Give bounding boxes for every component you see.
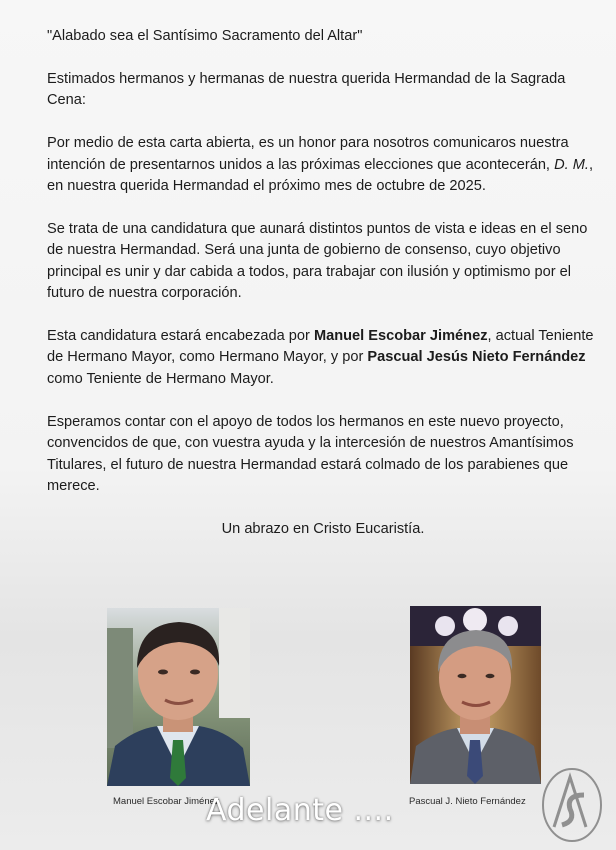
candidate-name-2: Pascual Jesús Nieto Fernández — [367, 349, 586, 366]
candidate-photo-2 — [410, 606, 541, 784]
overlay-caption: Adelante .... — [206, 793, 394, 828]
letter-heading: "Alabado sea el Santísimo Sacramento del Altar" — [47, 28, 363, 44]
p1-dm: D. M. — [554, 156, 589, 173]
letter-closing: Un abrazo en Cristo Eucaristía. — [221, 520, 425, 537]
letter-paragraph-2: Se trata de una candidatura que aunará distintos puntos de vista e ideas en el seno de nuestra Hermandad. Será una junta de gobierno de consenso, cuyo objetivo principal es unir y dar cabida a todos, para trabajar con ilusión y optimismo por el futuro de nuestra corporación. — [47, 220, 588, 302]
letter-paragraph-4: Esperamos contar con el apoyo de todos los hermanos en este nuevo proyecto, convencidos de que, con vuestra ayuda y la intercesión de nuestros Amantísimos Titulares, el futuro de nuestra Hermandad estará colmado de los parabienes que merece. — [47, 413, 574, 494]
watermark-logo-icon — [540, 765, 604, 843]
letter-greeting: Estimados hermanos y hermanas de nuestra querida Hermandad de la Sagrada Cena: — [47, 70, 566, 109]
letter-paragraph-3 — [47, 326, 599, 390]
candidate-caption-1: Manuel Escobar Jiménez — [113, 796, 220, 807]
p3-text-a: Esta candidatura estará encabezada por — [47, 328, 310, 345]
p1-text-a: Por medio de esta carta abierta, es un honor para nosotros comunicaros nuestra intención de presentarnos unidos a las próximas elecciones que acontecerán, — [47, 135, 569, 173]
candidate-name-1: Manuel Escobar Jiménez — [313, 328, 488, 345]
candidate-caption-2: Pascual J. Nieto Fernández — [409, 796, 526, 807]
p1-text-b: , en nuestra querida Hermandad el próximo mes de octubre de 2025. — [47, 156, 593, 195]
p3-text-c: como Teniente de Hermano Mayor. — [47, 370, 274, 387]
letter-body — [47, 26, 599, 562]
p3-text-b: , actual Teniente de Hermano Mayor, como Hermano Mayor, y por — [47, 328, 594, 366]
candidate-photo-1 — [107, 608, 250, 786]
letter-paragraph-1 — [47, 133, 599, 197]
